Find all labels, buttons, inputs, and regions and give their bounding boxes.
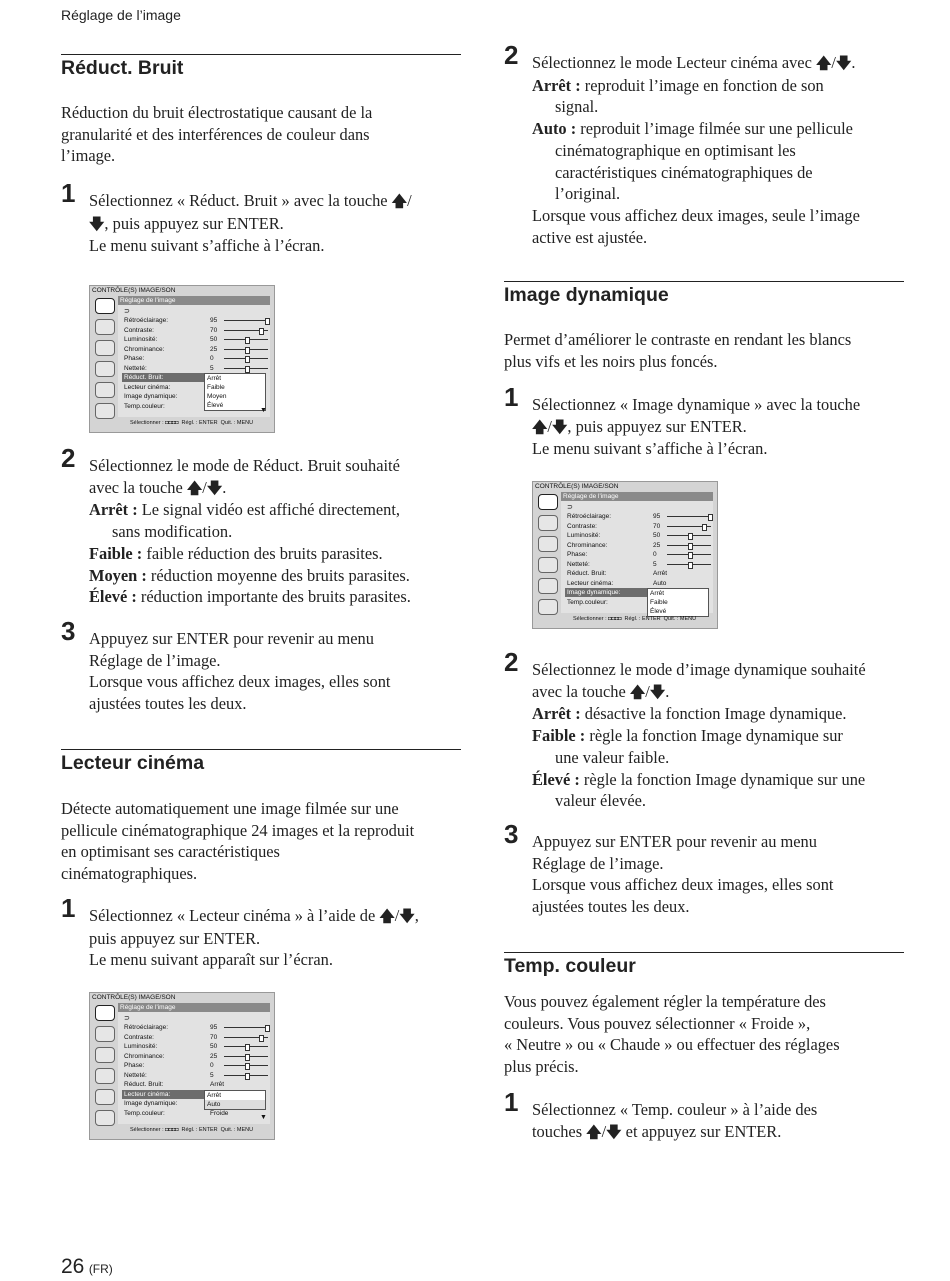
dropdown-option: Auto (205, 1100, 265, 1109)
up-arrow-icon: 🡅 (391, 192, 408, 210)
slider-knob (245, 337, 250, 344)
menu-row: Temp.couleur: (567, 598, 608, 606)
section-title-image-dynamique: Image dynamique (504, 284, 669, 306)
slider-knob (245, 366, 250, 373)
slider-knob (245, 1063, 250, 1070)
section-rule (61, 749, 461, 750)
intro-temp-couleur: Vous pouvez également régler la température des couleurs. Vous pouvez sélectionner « Froide », « Neutre » ou « Chaude » ou effectuer des réglages plus précis. (504, 992, 840, 1077)
menu-row: Netteté: 5 (124, 364, 268, 373)
options-icon (95, 1089, 115, 1105)
dropdown-option: Faible (207, 384, 225, 391)
sound-icon (95, 319, 115, 335)
image-icon (538, 494, 558, 510)
intro-reduct-bruit: Réduction du bruit électrostatique causant de la granularité et des interférences de couleur dans l’image. (61, 103, 373, 166)
menu-row: Netteté: 5 (124, 1071, 268, 1080)
menu-row: Temp.couleur: (124, 402, 165, 410)
menu-row: Temp.couleur: Froide (124, 1109, 229, 1117)
section-rule (504, 281, 904, 282)
section-rule (61, 54, 461, 55)
menu-row: Contraste: 70 (124, 1033, 268, 1042)
pip-icon (538, 599, 558, 615)
section-rule (504, 952, 904, 953)
options-icon (95, 382, 115, 398)
menu-row: Chrominance: 25 (124, 1052, 268, 1061)
slider-knob (688, 552, 693, 559)
menu-row: Image dynamique: (567, 588, 711, 597)
image-icon (95, 298, 115, 314)
intro-image-dynamique: Permet d’améliorer le contraste en rendant les blancs plus vifs et les noirs plus foncés. (504, 330, 852, 371)
dropdown-option: Faible (650, 599, 668, 606)
menu-row: Réduct. Bruit: (124, 373, 268, 382)
setup-icon (95, 1068, 115, 1084)
slider-knob (688, 562, 693, 569)
slider-knob (708, 514, 713, 521)
screen-icon (95, 340, 115, 356)
menu-row: Réduct. Bruit: Arrêt (124, 1081, 225, 1088)
slider-knob (702, 524, 707, 531)
menu-row: Chrominance: 25 (124, 345, 268, 354)
menu-screen-lecteur-cinema: CONTRÔLE(S) IMAGE/SON Réglage de l'image ⊃ Rétroéclairage: 95 Contraste: 70 Luminosité: 50 Chrominance: 25 Phase: 0 Netteté: 5 Réduct. Bruit: Arrêt Lecteur cinéma: Image dynamique: Temp.couleur: Froide Arrêt Auto ▼ Sélectionner : ◘◘◘◘ Régl. : ENTER Quit. : MENU (89, 992, 275, 1140)
menu-row: Contraste: 70 (567, 522, 711, 531)
setup-icon (538, 557, 558, 573)
slider-knob (245, 1054, 250, 1061)
page-footer: 26 (FR) (61, 1255, 113, 1278)
pip-icon (95, 1110, 115, 1126)
menu-row: Lecteur cinéma: Auto (567, 579, 667, 587)
menu-row: Netteté: 5 (567, 560, 711, 569)
menu-row: Lecteur cinéma: (124, 383, 171, 391)
menu-row: Chrominance: 25 (567, 541, 711, 550)
slider-knob (245, 347, 250, 354)
slider-knob (259, 328, 264, 335)
down-arrow-icon: 🡇 (89, 214, 105, 233)
menu-row: Phase: 0 (124, 354, 268, 363)
menu-row: Image dynamique: (124, 393, 178, 400)
slider-knob (265, 318, 270, 325)
menu-screen-image-dynamique: CONTRÔLE(S) IMAGE/SON Réglage de l'image ⊃ Rétroéclairage: 95 Contraste: 70 Luminosité: 50 Chrominance: 25 Phase: 0 Netteté: 5 Réduct. Bruit: Arrêt Lecteur cinéma: Auto Image dynamique: Temp.couleur: Arrêt Faible Élevé Sélectionner : ◘◘◘◘ Régl. : ENTER Quit. : MENU (532, 481, 718, 629)
screen-icon (538, 536, 558, 552)
menu-row: Rétroéclairage: 95 (124, 1023, 268, 1032)
slider-knob (245, 1073, 250, 1080)
dropdown-option: Élevé (207, 402, 224, 409)
slider-knob (245, 356, 250, 363)
menu-row: Rétroéclairage: 95 (124, 316, 268, 325)
screen-icon (95, 1047, 115, 1063)
dropdown-options[interactable] (204, 373, 266, 411)
running-header: Réglage de l’image (61, 7, 181, 23)
menu-row: Phase: 0 (124, 1061, 268, 1070)
slider-knob (688, 543, 693, 550)
dropdown-options[interactable] (204, 1090, 266, 1110)
menu-row: Luminosité: 50 (124, 335, 268, 344)
intro-lecteur-cinema: Détecte automatiquement une image filmée sur une pellicule cinématographique 24 images et la reproduit en optimisant ses caractéristiques cinématographiques. (61, 799, 415, 884)
dropdown-option: Moyen (207, 393, 227, 400)
section-title-lecteur-cinema: Lecteur cinéma (61, 752, 205, 774)
menu-row: Image dynamique: (124, 1100, 178, 1107)
setup-icon (95, 361, 115, 377)
section-title-reduct-bruit: Réduct. Bruit (61, 57, 184, 79)
menu-row: Réduct. Bruit: Arrêt (567, 570, 668, 577)
slider-knob (245, 1044, 250, 1051)
options-icon (538, 578, 558, 594)
section-title-temp-couleur: Temp. couleur (504, 955, 636, 977)
menu-row: Luminosité: 50 (124, 1042, 268, 1051)
dropdown-option: Arrêt (207, 375, 222, 382)
sound-icon (95, 1026, 115, 1042)
menu-row: Rétroéclairage: 95 (567, 512, 711, 521)
pip-icon (95, 403, 115, 419)
dropdown-option: Arrêt (650, 590, 665, 597)
menu-row: Luminosité: 50 (567, 531, 711, 540)
dropdown-option: Arrêt (207, 1091, 222, 1099)
dropdown-options[interactable] (647, 588, 709, 617)
menu-row: Phase: 0 (567, 550, 711, 559)
slider-knob (688, 533, 693, 540)
image-icon (95, 1005, 115, 1021)
slider-knob (265, 1025, 270, 1032)
sound-icon (538, 515, 558, 531)
slider-knob (259, 1035, 264, 1042)
menu-screen-reduct-bruit: CONTRÔLE(S) IMAGE/SON Réglage de l'image ⊃ Rétroéclairage: 95 Contraste: 70 Luminosité: 50 Chrominance: 25 Phase: 0 Netteté: 5 Réduct. Bruit: Lecteur cinéma: Image dynamique: Temp.couleur: Arrêt Faible Moyen Élevé ▼ Sélectionner : ◘◘◘◘ Régl. : ENTER Quit. : MENU (89, 285, 275, 433)
menu-row: Lecteur cinéma: (124, 1090, 268, 1099)
dropdown-option: Élevé (650, 608, 667, 615)
menu-row: Contraste: 70 (124, 326, 268, 335)
